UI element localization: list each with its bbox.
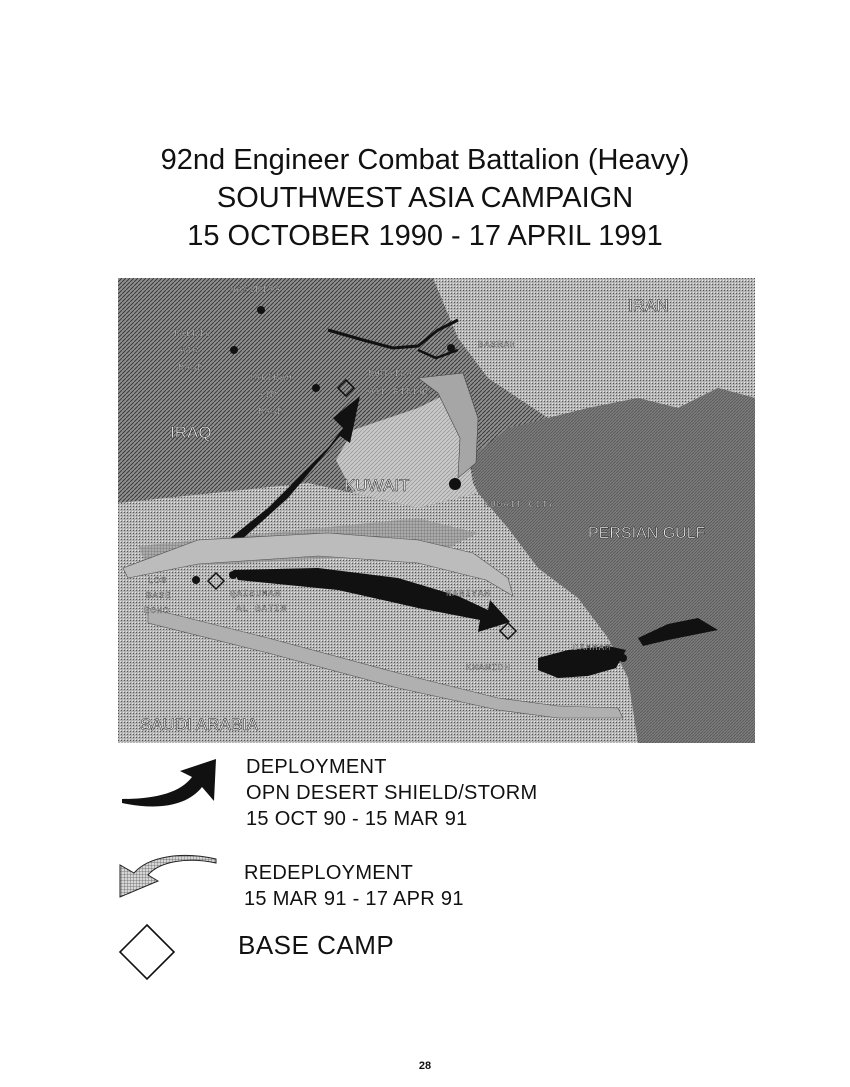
label-iran: IRAN [628, 296, 669, 315]
city-dot [229, 571, 237, 579]
label-tallil-1: TALLIL [173, 329, 212, 339]
label-khanidh: KHANIDH [466, 663, 511, 673]
label-log-3: ECHO [144, 606, 170, 616]
city-dot [192, 576, 200, 584]
campaign-map [118, 278, 755, 743]
label-jalibah-2: AIR [258, 390, 278, 400]
redeployment-label: REDEPLOYMENT [244, 862, 414, 884]
label-log-2: BASE [146, 591, 172, 601]
base-camp-label: BASE CAMP [238, 930, 395, 960]
base-camp-legend-icon [118, 923, 176, 981]
label-dammam: DAMMAM [573, 643, 612, 653]
city-dot [312, 384, 320, 392]
label-saudi-arabia: SAUDI ARABIA [140, 715, 259, 734]
redeployment-legend-icon [118, 853, 218, 905]
label-qaisumah-1: QAISUMAH [230, 589, 282, 599]
deployment-label: DEPLOYMENT [246, 756, 387, 778]
label-jalibah-3: BASE [258, 407, 284, 417]
city-dot [619, 654, 627, 662]
title-dates: 15 OCTOBER 1990 - 17 APRIL 1991 [187, 220, 663, 252]
label-qaisumah-2: AL BATIN [236, 604, 288, 614]
label-tallil-2: AIR [180, 346, 200, 356]
page-number: 28 [418, 1060, 432, 1072]
city-dot [449, 478, 461, 490]
label-nasiriya: NASIRIYA [230, 285, 282, 295]
city-dot [447, 344, 455, 352]
title-campaign: SOUTHWEST ASIA CAMPAIGN [216, 182, 634, 214]
label-jalibah-1: JALIBAH [248, 373, 293, 383]
label-rumaila-2: OIL FIELDS [368, 387, 433, 397]
label-persian-gulf: PERSIAN GULF [588, 525, 706, 542]
label-tallil-3: BASE [178, 363, 204, 373]
city-dot [230, 346, 238, 354]
label-basrah: BASRAH [478, 340, 517, 350]
deployment-legend-text [246, 754, 537, 832]
label-iraq: IRAQ [170, 423, 212, 442]
city-dot [486, 619, 494, 627]
city-dot [257, 306, 265, 314]
deployment-legend-icon [120, 757, 220, 813]
title-unit: 92nd Engineer Combat Battalion (Heavy) [160, 144, 690, 176]
redeployment-legend-text [244, 860, 464, 912]
label-kuwait-city: KUWAIT CITY [484, 500, 555, 510]
deployment-dates: 15 OCT 90 - 15 MAR 91 [246, 808, 468, 830]
redeployment-dates: 15 MAR 91 - 17 APR 91 [244, 888, 464, 910]
deployment-operation: OPN DESERT SHIELD/STORM [246, 782, 538, 804]
label-log-1: LOG [148, 576, 168, 586]
label-rumaila-1: RUMAILA [368, 369, 413, 379]
label-kuwait: KUWAIT [344, 476, 410, 495]
label-nariyah: NARIYAH [446, 589, 491, 599]
